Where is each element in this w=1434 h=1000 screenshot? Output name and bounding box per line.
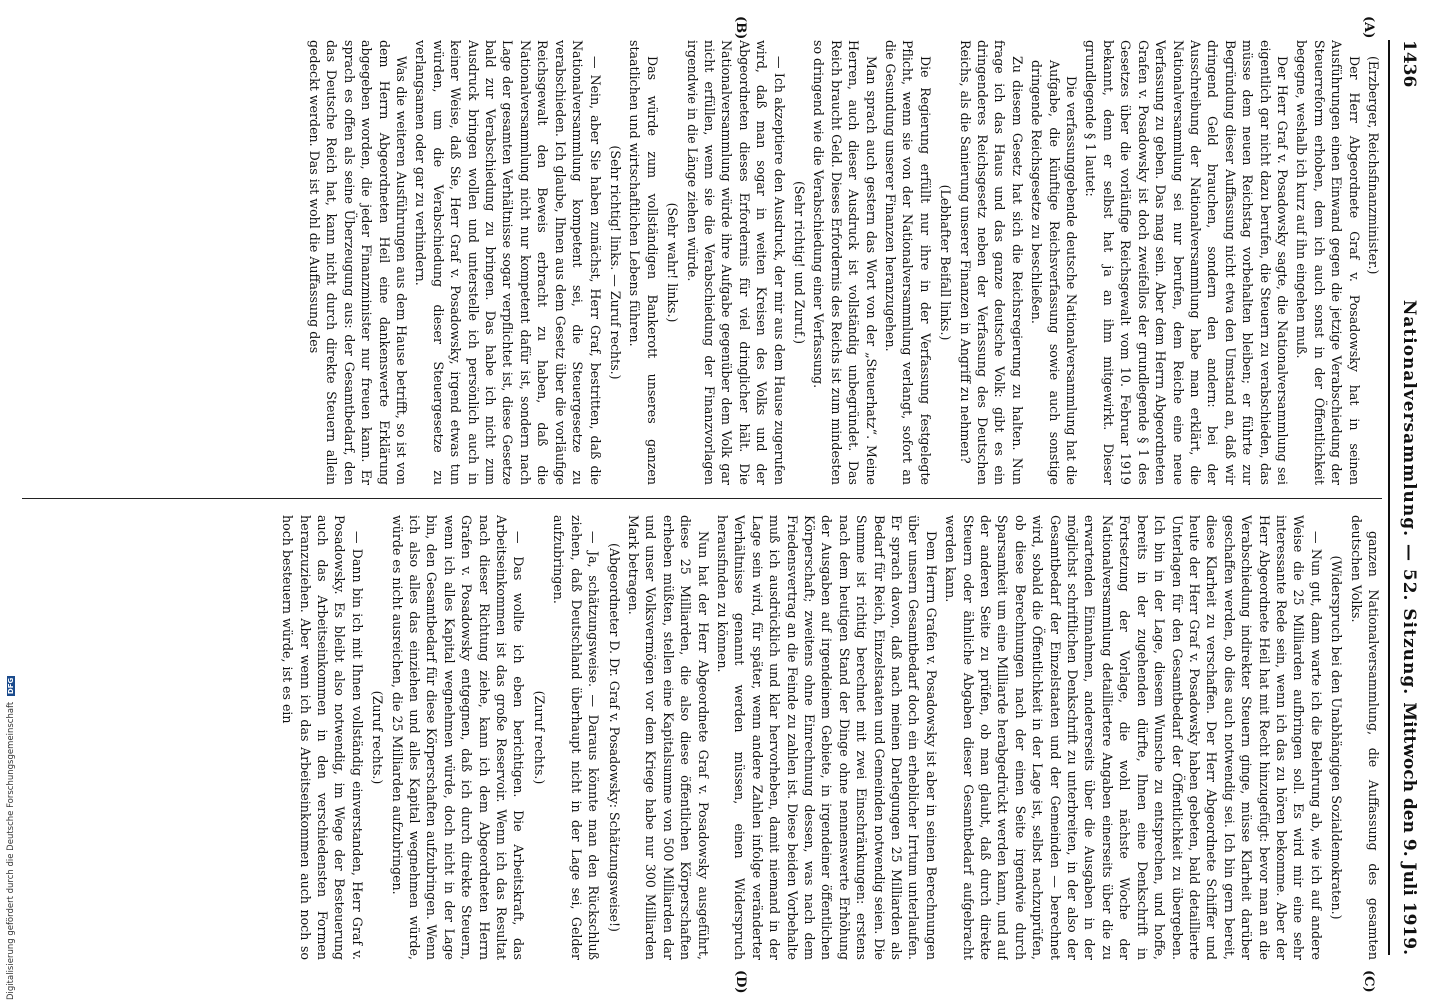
interjection: (Widerspruch bei den Unabhängigen Sozialdemokraten.) [1329, 555, 1345, 920]
header-rule [1388, 40, 1390, 955]
paragraph: Dem Herrn Grafen v. Posadowsky ist aber in seinen Berechnungen über unsern Gesamtbedarf doch ein erheblicher Irrtum unterlaufen. Er sprach davon, daß nach meinen Darlegungen 25 Milliarden als Bedarf für Reich, Einzelstaaten und Gemeinden notwendig seien. Die Summe ist richtig berechnet mit zwei Einschränkungen: erstens nach dem heutigen Stand der Dinge ohne nennenswerte Erhöhung der Ausgaben auf irgendeinem Gebiete, in irgendeiner öffentlichen Körperschaft; zweitens ohne Einrechnung dessen, was nach dem Friedensvertrag an die Feinde zu zahlen ist. Diese beiden Vorbehalte muß ich ausdrücklich und klar hervorheben, damit niemand in der Lage sein wird, für später, wenn andere Zahlen infolge veränderter Verhältnisse genannt werden müssen, einen Widerspruch herausfinden zu können. [714, 515, 939, 960]
paragraph: — Dann bin ich mit Ihnen vollständig einverstanden, Herr Graf v. Posadowsky. Es bleibt also notwendig, im Wege der Besteuerung auch das Arbeitseinkommen in den verschiedensten Formen heranzuziehen. Aber wenn ich das Arbeitseinkommen auch noch so hoch besteuern würde, ist es ein [280, 515, 365, 960]
digitization-credit: Digitalisierung gefördert durch die Deutsche Forschungsgemeinschaft [6, 701, 16, 1000]
interjection: (Abgeordneter D. Dr. Graf v. Posadowsky: Schätzungsweise!) [606, 543, 622, 932]
left-column [22, 40, 1382, 485]
paragraph: (Erzberger, Reichsfinanzminister.) [1366, 56, 1381, 275]
paragraph: — Das wollte ich eben berichtigen. Die Arbeitskraft, das Arbeitseinkommen ist das große Reservoir. Wenn ich das Resultat nach dieser Richtung ziehe, kann ich dem Abgeordneten Herrn Grafen v. Posadowsky entgegnen, daß ich durch direkte Steuern, wenn ich alles Kapital wegnehmen würde, doch nicht in der Lage bin, den Gesamtbedarf für diese Körperschaften aufzubringen. Wenn ich also alles das einziehen und alles Kapital wegnehmen würde, würde es nicht ausreichen, die 25 Milliarden aufzubringen. [389, 515, 527, 960]
page-number: 1436 [1399, 40, 1419, 88]
margin-marker-d: (D) [733, 970, 748, 994]
paragraph: Man sprach auch gestern das Wort von der „Steuerhatz“. Meine Herren, auch dieser Ausdruck ist vollständig unbegründet. Das Reich braucht Geld. Dieses Erfordernis des Reichs ist zum mindesten so dringend wie die Verabschiedung einer Verfassung. [811, 40, 879, 485]
paragraph: Die Regierung erfüllt nur ihre in der Verfassung festgelegte Pflicht, wenn sie von der Nationalversammlung verlangt, sofort an die Gesundung unserer Finanzen heranzugehen. [883, 40, 933, 485]
paragraph: Die verfassunggebende deutsche Nationalversammlung hat die Aufgabe, die künftige Reichsverfassung sowie auch sonstige dringende Reichsgesetze zu beschließen. [1029, 60, 1080, 485]
paragraph: Nun hat der Herr Abgeordnete Graf v. Posadowsky ausgeführt, diese 25 Milliarden, die also diese öffentlichen Körperschaften erheben müßten, stellen eine Kapitalsumme von 500 Milliarden dar und unser Volksvermögen vor dem Kriege habe nur 300 Milliarden Mark betragen. [625, 515, 711, 960]
page-header [1389, 40, 1419, 955]
interjection: (Sehr richtig! links. — Zuruf rechts.) [607, 145, 623, 380]
interjection: (Sehr wahr! links.) [665, 202, 681, 323]
paragraph: — Ja, schätzungsweise. — Daraus könnte man den Rückschluß ziehen, daß Deutschland überhaupt nicht in der Lage sei, Gelder aufzubringen. [551, 515, 602, 960]
margin-marker-b: (B) [733, 16, 748, 40]
paragraph: Das würde zum vollständigen Bankerott unseres ganzen staatlichen und wirtschaftlichen Lebens führen. [627, 40, 660, 485]
paragraph: Der Herr Abgeordnete Graf v. Posadowsky hat in seinen Ausführungen einen Einwand gegen die jetzige Verabschiedung der Steuerreform erhoben, dem ich auch sonst in der Öffentlichkeit begegne, weshalb ich kurz auf ihn eingehen muß. [1294, 40, 1362, 485]
paragraph: ganzen Nationalversammlung, die Auffassung des gesamten deutschen Volks. [1348, 515, 1381, 960]
credit-strip [6, 0, 26, 1000]
margin-marker-a: (A) [1361, 16, 1376, 39]
interjection: (Zuruf rechts.) [370, 690, 386, 785]
dfg-logo: DFG [7, 677, 15, 695]
paragraph: Der Herr Graf v. Posadowsky sagte, die Nationalversammlung sei eigentlich gar nicht dazu berufen, die Steuern zu verabschieden, das müsse dem neuen Reichstag vorbehalten bleiben; er führte zur Begründung dieser Auffassung nicht etwa den Umstand an, daß wir dringend Geld brauchen, sondern den andern: bei der Ausschreibung der Nationalversammlung habe man erklärt, die Nationalversammlung sei nur berufen, dem Reiche eine neue Verfassung zu geben. Das mag sein. Aber dem Herrn Abgeordneten Grafen v. Posadowsky ist doch zweifellos der grundlegende § 1 des Gesetzes über die vorläufige Reichsgewalt vom 10. Februar 1919 bekannt, denn er selbst hat ja an ihm mitgewirkt. Dieser grundlegende § 1 lautet: [1083, 40, 1290, 485]
session-date: Mittwoch den 9. Juli 1919. [1399, 702, 1419, 955]
paragraph: Zu diesem Gesetz hat sich die Reichsregierung zu halten. Nun frage ich das Haus und das ganze deutsche Volk: gibt es ein dringenderes Reichsgesetz neben der Verfassung des Deutschen Reichs, als die Sanierung unserer Finanzen in Angriff zu nehmen? [957, 40, 1025, 485]
right-column [22, 515, 1382, 960]
paragraph: — Nein, aber Sie haben zunächst, Herr Graf, bestritten, daß die Nationalversammlung kompetent sei, die Steuergesetze zu verabschieden. Ich glaube, Ihnen aus dem Gesetz über die vorläufige Reichsgewalt den Beweis erbracht zu haben, daß die Nationalversammlung nicht nur kompetent dafür ist, sondern nach Lage der gesamten Verhältnisse sogar verpflichtet ist, diese Gesetze bald zur Verabschiedung zu bringen. Das habe ich nicht zum Ausdruck bringen wollen und unterstelle ich persönlich auch in keiner Weise, daß Sie, Herr Graf v. Posadowsky, irgend etwas tun würden, um die Verabschiedung dieser Steuergesetze zu verlangsamen oder gar zu verhindern. [413, 40, 603, 485]
interjection: (Lebhafter Beifall links.) [938, 184, 954, 341]
margin-marker-c: (C) [1361, 970, 1376, 993]
interjection: (Sehr richtig! und Zuruf.) [792, 181, 807, 344]
paragraph: Was die weiteren Ausführungen aus dem Hause betrifft, so ist von dem Herrn Abgeordneten Heil eine dankenswerte Erklärung abgegeben worden, die jeder Finanzminister nur freuen kann. Er sprach es offen als seine Überzeugung aus: der Gesamtbedarf, den das Deutsche Reich hat, kann nicht durch direkte Steuern allein gedeckt werden. Das ist wohl die Auffassung des [307, 40, 410, 485]
paragraph: — Nun gut, dann warte ich die Belehrung ab, wie ich auf andere Weise die 25 Milliarden aufbringen soll. Es wird mir eine sehr interessante Rede sein, wenn ich das zu hören bekomme. Aber der Herr Abgeordnete Heil hat mit Recht hinzugefügt: bevor man an die Verabschiedung indirekter Steuern ginge, müsse Klarheit darüber geschaffen werden, ob dies auch notwendig sei. Ich bin gern bereit, diese Klarheit zu verschaffen. Der Herr Abgeordnete Schiffer und heute der Herr Graf v. Posadowsky haben gebeten, bald detaillierte Unterlagen für den Gesamtbedarf der Öffentlichkeit zu übergeben. Ich bin in der Lage, diesem Wunsche zu entsprechen, und hoffe, bereits in der zugehenden dürfte, Ihnen eine Denkschrift in Fortsetzung der Vorlage, die wohl nächste Woche der Nationalversammlung detailliertere Angaben einerseits über die zu erwartenden Einnahmen, andererseits über die Ausgaben in der möglichst schriftlichen Denkschrift zu unterbreiten, in der also der Gesamtbedarf der Einzelstaaten und der Gemeinden — berechnet wird, sobald die Öffentlichkeit in der Lage ist, selbst nachzuprüfen, ob diese Berechnungen nach der einen Seite irgendwie durch Sparsamkeit um eine Milliarde herabgedrückt werden kann, und auf der anderen Seite zu prüfen, ob man glaubt, daß durch direkte Steuern oder ähnliche Abgaben dieser Gesamtbedarf aufgebracht werden kann. [943, 515, 1324, 960]
column-divider [22, 498, 1382, 499]
paragraph: — Ich akzeptiere den Ausdruck, der mir aus dem Hause zugerufen wird, daß man sogar in weiten Kreisen des Volks und der Abgeordneten dieses Erfordernis für viel dringlicher hält. Die Nationalversammlung würde ihre Aufgabe gegenüber dem Volk gar nicht erfüllen, wenn sie die Verabschiedung der Finanzvorlagen irgendwie in die Länge ziehen würde. [684, 40, 787, 485]
interjection: (Zuruf rechts.) [531, 690, 547, 785]
page-title: Nationalversammlung. — 52. Sitzung. [1399, 299, 1419, 696]
